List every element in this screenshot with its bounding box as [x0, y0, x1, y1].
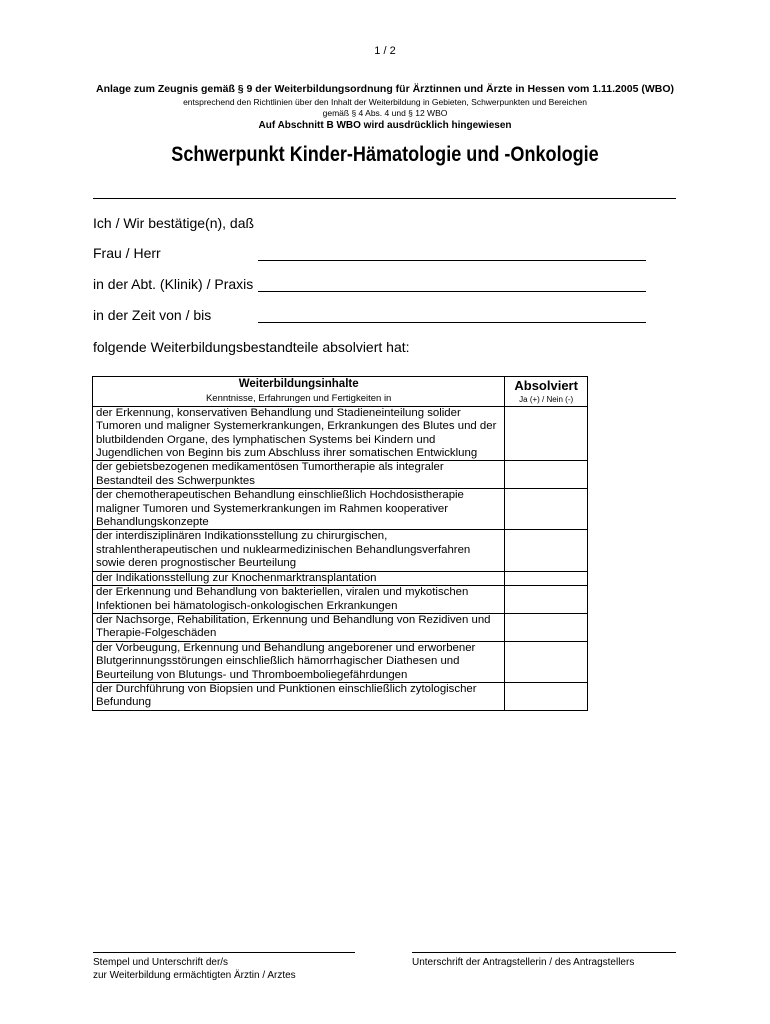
- outro-text: folgende Weiterbildungsbestandteile absolviert hat:: [93, 339, 410, 355]
- table-row: [93, 571, 588, 585]
- table-row: [93, 489, 588, 530]
- applicant-signature-caption: [412, 956, 634, 969]
- completed-column-title: Absolviert: [514, 378, 578, 393]
- contents-column-subtitle: Kenntnisse, Erfahrungen und Fertigkeiten in: [205, 393, 392, 405]
- header-line-2: entsprechend den Richtlinien über den Inhalt der Weiterbildung in Gebieten, Schwerpunkten und Bereichen: [183, 97, 587, 107]
- table-header-row: [93, 377, 588, 407]
- row-text: der gebietsbezogenen medikamentösen Tumortherapie als integraler Bestandteil des Schwerpunktes: [93, 461, 505, 489]
- document-title: Schwerpunkt Kinder-Hämatologie und -Onkologie: [171, 143, 599, 166]
- row-text: der Durchführung von Biopsien und Punktionen einschließlich zytologischer Befundung: [93, 682, 505, 710]
- table-row: [93, 530, 588, 571]
- applicant-signature-line[interactable]: [412, 952, 676, 953]
- completed-checkbox-cell[interactable]: [505, 489, 588, 530]
- completed-column-subtitle: Ja (+) / Nein (-): [519, 395, 574, 404]
- completed-checkbox-cell[interactable]: [505, 530, 588, 571]
- completed-checkbox-cell[interactable]: [505, 641, 588, 682]
- contents-column-title: Weiterbildungsinhalte: [238, 378, 359, 390]
- page-number: 1 / 2: [374, 45, 396, 57]
- name-field[interactable]: [258, 246, 646, 261]
- completed-checkbox-cell[interactable]: [505, 406, 588, 461]
- completed-checkbox-cell[interactable]: [505, 461, 588, 489]
- completed-checkbox-cell[interactable]: [505, 682, 588, 710]
- intro-text: Ich / Wir bestätige(n), daß: [93, 215, 255, 231]
- table-row: [93, 641, 588, 682]
- applicant-caption-line-1: Unterschrift der Antragstellerin / des Antragstellers: [412, 957, 635, 968]
- title-divider: [93, 198, 676, 199]
- training-contents-table: [92, 376, 588, 711]
- completed-checkbox-cell[interactable]: [505, 571, 588, 585]
- table-row: [93, 586, 588, 614]
- supervisor-caption-line-2: zur Weiterbildung ermächtigten Ärztin / Arztes: [93, 970, 296, 981]
- completed-checkbox-cell[interactable]: [505, 586, 588, 614]
- period-field-label: in der Zeit von / bis: [93, 307, 212, 323]
- table-row: [93, 613, 588, 641]
- table-row: [93, 406, 588, 461]
- department-field-label: in der Abt. (Klinik) / Praxis: [93, 276, 254, 292]
- row-text: der Erkennung, konservativen Behandlung und Stadieneinteilung solider Tumoren und maligner Systemerkrankungen, Erkrankungen des Blutes und der blutbildenden Organe, des lymphatischen Systems bei Kindern und Jugendlichen von Beginn bis zum Abschluss ihrer somatischen Entwicklung: [93, 406, 505, 461]
- row-text: der chemotherapeutischen Behandlung einschließlich Hochdosistherapie maligner Tumoren und Systemerkrankungen im Rahmen kooperativer Behandlungskonzepte: [93, 489, 505, 530]
- header-line-1: Anlage zum Zeugnis gemäß § 9 der Weiterbildungsordnung für Ärztinnen und Ärzte in Hessen vom 1.11.2005 (WBO): [96, 83, 674, 95]
- department-field[interactable]: [258, 277, 646, 292]
- row-text: der interdisziplinären Indikationsstellung zu chirurgischen, strahlentherapeutischen und nuklearmedizinischen Behandlungsverfahren sowie deren prognostischer Beurteilung: [93, 530, 505, 571]
- supervisor-signature-caption: [93, 956, 296, 982]
- header-line-3: gemäß § 4 Abs. 4 und § 12 WBO: [322, 108, 448, 118]
- completed-checkbox-cell[interactable]: [505, 613, 588, 641]
- name-field-label: Frau / Herr: [93, 245, 161, 261]
- completed-column-header: [505, 377, 588, 407]
- row-text: der Vorbeugung, Erkennung und Behandlung angeborener und erworbener Blutgerinnungsstörungen einschließlich hämorrhagischer Diathesen und Beurteilung von Blutungs- und Thromboemboliegefährdungen: [93, 641, 505, 682]
- header-line-4: Auf Abschnitt B WBO wird ausdrücklich hingewiesen: [258, 120, 512, 131]
- row-text: der Indikationsstellung zur Knochenmarktransplantation: [93, 571, 505, 585]
- table-row: [93, 682, 588, 710]
- period-field[interactable]: [258, 308, 646, 323]
- row-text: der Nachsorge, Rehabilitation, Erkennung und Behandlung von Rezidiven und Therapie-Folgeschäden: [93, 613, 505, 641]
- row-text: der Erkennung und Behandlung von bakteriellen, viralen und mykotischen Infektionen bei hämatologisch-onkologischen Erkrankungen: [93, 586, 505, 614]
- table-row: [93, 461, 588, 489]
- supervisor-caption-line-1: Stempel und Unterschrift der/s: [93, 957, 229, 968]
- contents-column-header: [93, 377, 505, 407]
- supervisor-signature-line[interactable]: [93, 952, 355, 953]
